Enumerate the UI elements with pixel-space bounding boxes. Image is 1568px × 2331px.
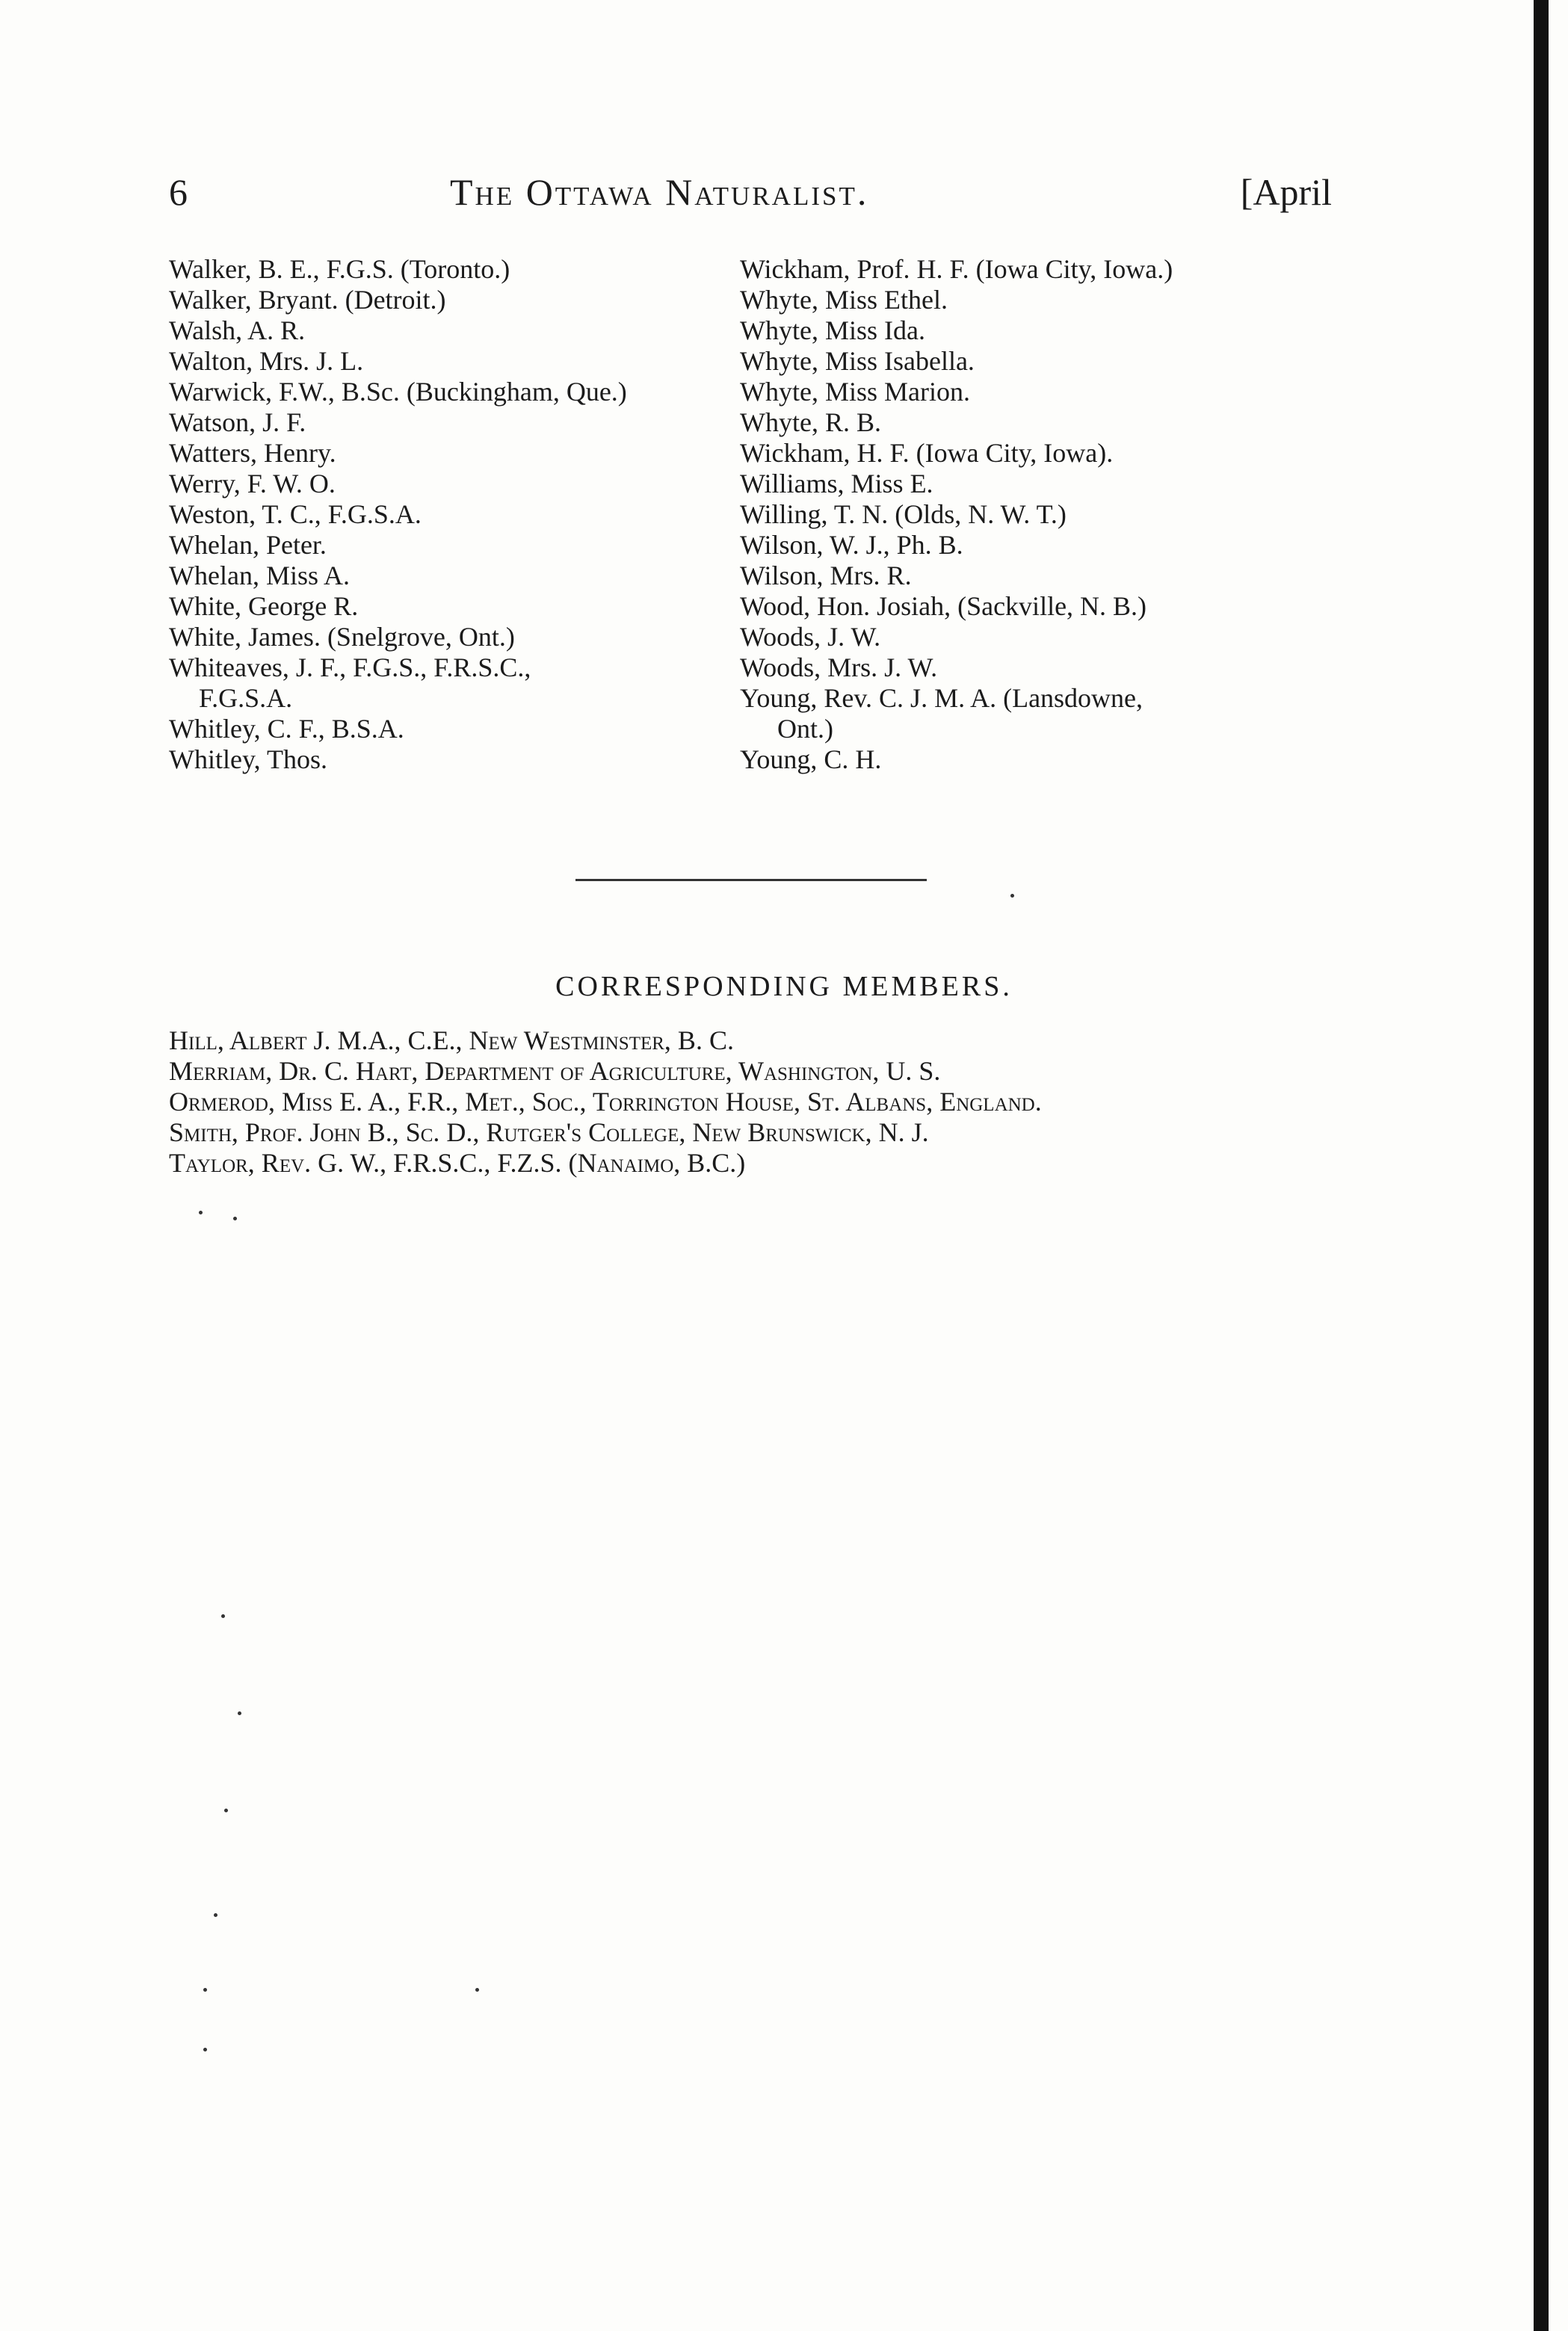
member-entry: Warwick, F.W., B.Sc. (Buckingham, Que.) [169, 377, 627, 407]
scan-speck [1010, 894, 1014, 898]
scan-speck [203, 2048, 207, 2051]
member-entry: Walker, Bryant. (Detroit.) [169, 285, 446, 315]
page-number: 6 [169, 171, 188, 213]
member-entry: Wood, Hon. Josiah, (Sackville, N. B.) [740, 591, 1147, 621]
member-entry: Whelan, Miss A. [169, 561, 350, 590]
member-entry: Young, Rev. C. J. M. A. (Lansdowne, [740, 683, 1143, 713]
member-entry: Walton, Mrs. J. L. [169, 346, 364, 376]
scan-speck [238, 1711, 241, 1715]
binding-edge [1534, 0, 1549, 2331]
member-entry: Whiteaves, J. F., F.G.S., F.R.S.C., [169, 652, 531, 682]
member-list [169, 254, 1332, 792]
section-heading: CORRESPONDING MEMBERS. [555, 971, 1013, 1002]
member-entry: Wickham, H. F. (Iowa City, Iowa). [740, 438, 1114, 468]
member-entry: Wickham, Prof. H. F. (Iowa City, Iowa.) [740, 254, 1173, 284]
scan-speck [233, 1217, 237, 1220]
member-entry: Wilson, W. J., Ph. B. [740, 530, 963, 560]
issue-month: [April [1240, 171, 1332, 213]
member-entry: Williams, Miss E. [740, 469, 933, 498]
member-entry: Wilson, Mrs. R. [740, 561, 912, 590]
member-entry: White, George R. [169, 591, 359, 621]
section-divider [575, 879, 927, 881]
scan-speck [203, 1988, 207, 1992]
member-entry: White, James. (Snelgrove, Ont.) [169, 622, 515, 652]
scan-speck [475, 1988, 479, 1992]
member-entry-continuation: Ont.) [777, 714, 833, 744]
member-entry: Whyte, Miss Ethel. [740, 285, 948, 315]
scan-speck [224, 1809, 228, 1812]
member-entry: Young, C. H. [740, 744, 882, 774]
running-header [169, 170, 1332, 230]
member-entry: Whyte, R. B. [740, 407, 881, 437]
corresponding-member-entry: Merriam, Dr. C. Hart, Department of Agriculture, Washington, U. S. [169, 1056, 941, 1086]
scan-speck [199, 1211, 203, 1214]
member-entry: Weston, T. C., F.G.S.A. [169, 499, 422, 529]
member-entry: Willing, T. N. (Olds, N. W. T.) [740, 499, 1067, 529]
member-entry: Walsh, A. R. [169, 315, 306, 345]
member-entry: Watters, Henry. [169, 438, 336, 468]
member-entry: Whyte, Miss Isabella. [740, 346, 975, 376]
member-entry: Whyte, Miss Ida. [740, 315, 925, 345]
member-entry: Whyte, Miss Marion. [740, 377, 970, 407]
corresponding-member-entry: Smith, Prof. John B., Sc. D., Rutger's College, New Brunswick, N. J. [169, 1117, 929, 1147]
member-entry: Whitley, C. F., B.S.A. [169, 714, 404, 744]
member-entry: Woods, J. W. [740, 622, 881, 652]
member-entry-continuation: F.G.S.A. [199, 683, 293, 713]
scan-speck [214, 1913, 217, 1917]
member-entry: Whitley, Thos. [169, 744, 327, 774]
corresponding-member-entry: Taylor, Rev. G. W., F.R.S.C., F.Z.S. (Nanaimo, B.C.) [169, 1148, 746, 1178]
member-entry: Watson, J. F. [169, 407, 306, 437]
running-title: The Ottawa Naturalist. [450, 171, 869, 213]
member-entry: Woods, Mrs. J. W. [740, 652, 938, 682]
scan-speck [221, 1614, 225, 1618]
member-entry: Walker, B. E., F.G.S. (Toronto.) [169, 254, 510, 284]
corresponding-member-entry: Ormerod, Miss E. A., F.R., Met., Soc., Torrington House, St. Albans, England. [169, 1087, 1042, 1117]
corresponding-member-entry: Hill, Albert J. M.A., C.E., New Westminster, B. C. [169, 1025, 734, 1055]
member-entry: Whelan, Peter. [169, 530, 327, 560]
member-entry: Werry, F. W. O. [169, 469, 336, 498]
